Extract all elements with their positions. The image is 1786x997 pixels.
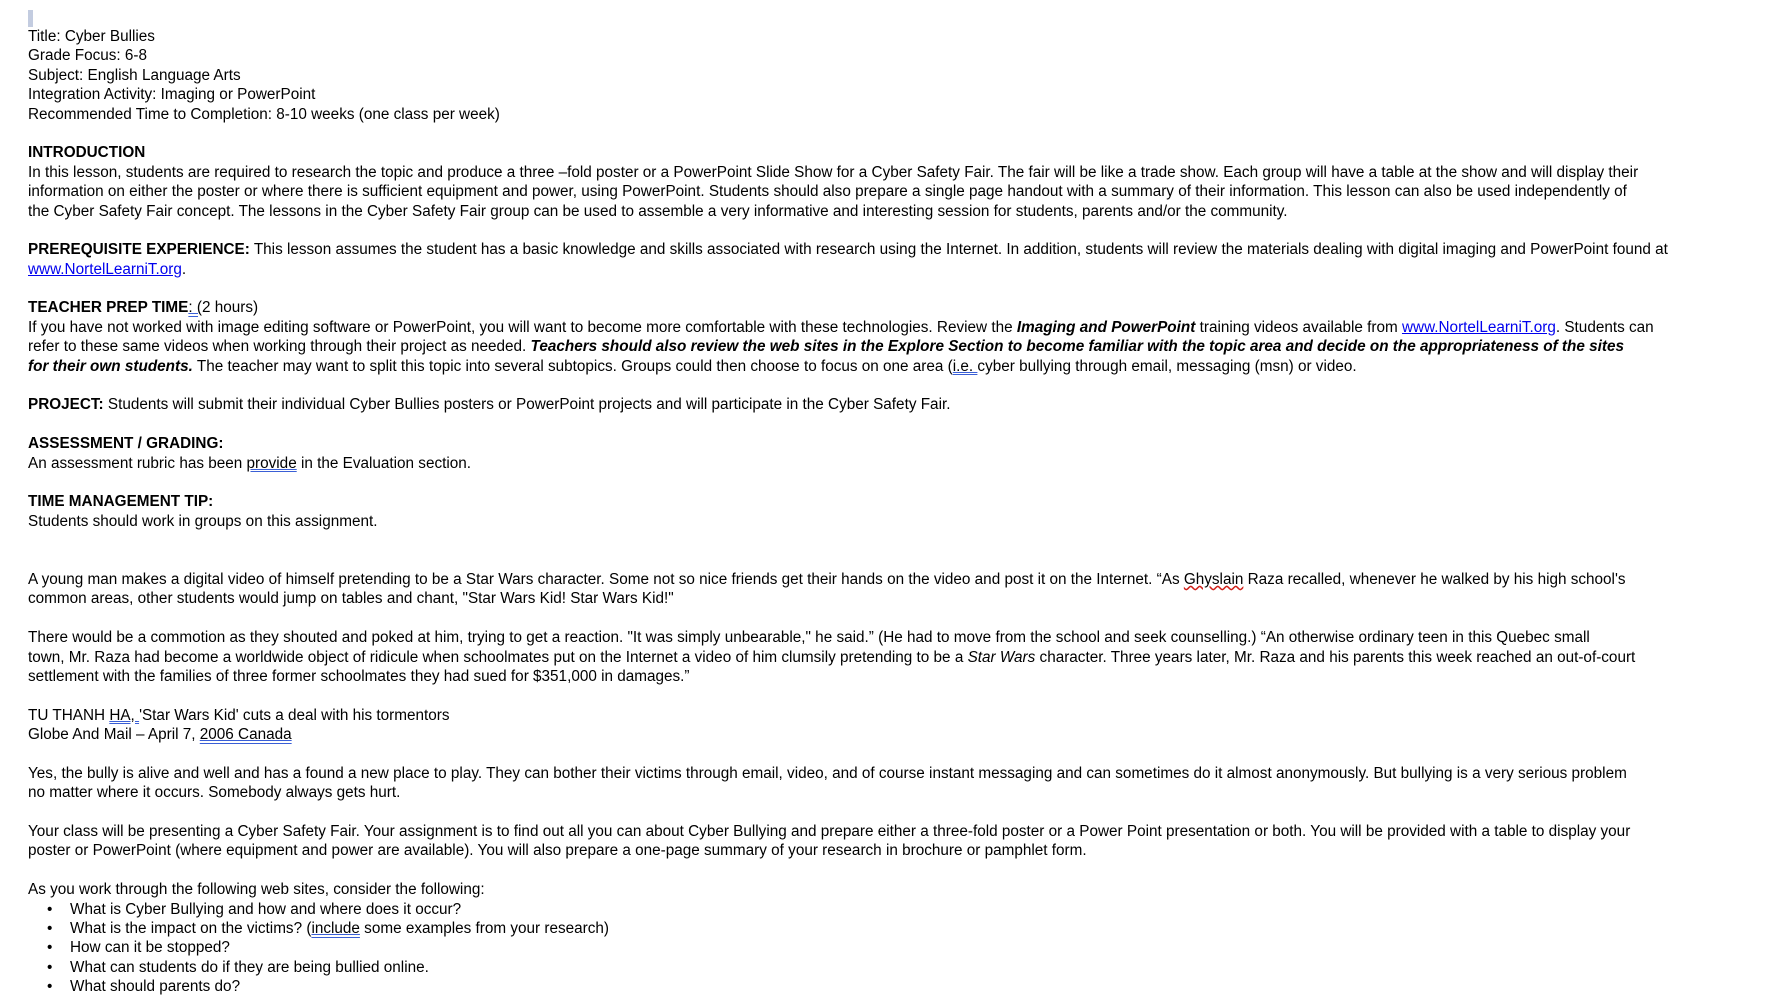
- paragraph: [28, 880, 1668, 899]
- text-run: cyber bullying through email, messaging (msn) or video.: [977, 357, 1357, 375]
- grammar-flagged-text: : (: [188, 299, 202, 317]
- text-run: What is Cyber Bullying and how and where does it occur?: [70, 900, 462, 918]
- text-line: [28, 318, 1668, 337]
- text-run: An assessment rubric has been: [28, 454, 247, 472]
- text-line: [28, 822, 1668, 841]
- text-run: settlement with the families of three former schoolmates they had sued for $351,000 in damages.”: [28, 667, 690, 685]
- text-line: [28, 85, 1668, 104]
- text-line: [28, 357, 1668, 376]
- bold-italic-text: Imaging and PowerPoint: [1016, 318, 1196, 336]
- text-run: poster or PowerPoint (where equipment and power are available). You will also prepare a one-page summary of your research in brochure or pamphlet form.: [28, 842, 1087, 860]
- bullet-list: [28, 900, 1668, 997]
- blank-line: [28, 744, 1668, 763]
- paragraph: [28, 492, 1668, 531]
- text-run: Grade Focus: 6-8: [28, 47, 148, 65]
- paragraph: [28, 822, 1668, 861]
- text-line: [28, 143, 1668, 162]
- text-run: Raza recalled, whenever he walked by his high school's: [1243, 570, 1626, 588]
- paragraph: [28, 706, 1668, 745]
- text-run: Recommended Time to Completion: 8-10 weeks (one class per week): [28, 105, 500, 123]
- text-run: As you work through the following web sites, consider the following:: [28, 881, 485, 899]
- bold-text: TEACHER PREP TIME: [28, 299, 189, 317]
- text-line: [28, 492, 1668, 511]
- text-line: [28, 27, 1668, 46]
- text-line: [28, 182, 1668, 201]
- text-cursor: [28, 10, 33, 27]
- bold-text: INTRODUCTION: [28, 144, 146, 162]
- text-run: How can it be stopped?: [70, 939, 230, 957]
- grammar-flagged-text: HA,: [109, 706, 140, 724]
- list-item: [28, 977, 1668, 996]
- paragraph: [28, 240, 1668, 279]
- bullet-icon: •: [47, 978, 53, 996]
- text-run: character. Three years later, Mr. Raza and his parents this week reached an out-of-court: [1035, 648, 1636, 666]
- text-line: [28, 395, 1668, 414]
- text-line: [28, 202, 1668, 221]
- text-run: What can students do if they are being bullied online.: [70, 958, 429, 976]
- blank-line: [28, 686, 1668, 705]
- text-line: [28, 240, 1668, 259]
- text-run: In this lesson, students are required to research the topic and produce a three –fold poster or a PowerPoint Slide Show for a Cyber Safety Fair. The fair will be like a trade show. Each group will have a table at the show and will display their: [28, 163, 1639, 181]
- list-item: [28, 900, 1668, 919]
- italic-text: Star Wars: [967, 648, 1036, 666]
- misspelled-word: Ghyslain: [1183, 570, 1244, 588]
- paragraph: [28, 570, 1668, 609]
- text-run: Subject: English Language Arts: [28, 66, 241, 84]
- text-line: [28, 163, 1668, 182]
- bold-italic-text: Teachers should also review the web sites in the Explore Section to become familiar with the topic area and decide on the appropriateness of the sites: [530, 338, 1624, 356]
- text-run: Students will submit their individual Cyber Bullies posters or PowerPoint projects and will participate in the Cyber Safety Fair.: [103, 396, 951, 414]
- text-run: The teacher may want to split this topic into several subtopics. Groups could then choose to focus on one area (: [192, 357, 953, 375]
- text-line: [28, 46, 1668, 65]
- bullet-icon: •: [47, 939, 53, 957]
- text-run: town, Mr. Raza had become a worldwide object of ridicule when schoolmates put on the Internet a video of him clumsily pretending to be a: [28, 648, 968, 666]
- paragraph: [28, 628, 1668, 686]
- text-run: common areas, other students would jump on tables and chant, "Star Wars Kid! Star Wars Kid!": [28, 590, 674, 608]
- text-run: Yes, the bully is alive and well and has a found a new place to play. They can bother their victims through email, video, and of course instant messaging and can sometimes do it almost anonymously. But bullying is a very serious problem: [28, 764, 1627, 782]
- blank-line: [28, 473, 1668, 492]
- bold-text: PREREQUISITE EXPERIENCE:: [28, 241, 250, 259]
- document-body[interactable]: [28, 27, 1668, 997]
- bold-text: TIME MANAGEMENT TIP:: [28, 493, 214, 511]
- text-line: [28, 880, 1668, 899]
- blank-line: [28, 609, 1668, 628]
- paragraph: [28, 143, 1668, 221]
- paragraph: [28, 395, 1668, 414]
- text-run: information on either the poster or where there is sufficient equipment and power, using PowerPoint. Students should also prepare a single page handout with a summary of their information. This lesson can also be used independently of: [28, 183, 1627, 201]
- list-item: [28, 919, 1668, 938]
- text-run: Title: Cyber Bullies: [28, 28, 155, 45]
- hyperlink[interactable]: www.NortelLearniT.org: [1401, 318, 1556, 336]
- bold-italic-text: for their own students.: [28, 357, 193, 375]
- text-run: There would be a commotion as they shouted and poked at him, trying to get a reaction. "It was simply unbearable," he said.” (He had to move from the school and seek counselling.) “An otherwise ordinary teen in this Quebec small: [28, 629, 1590, 647]
- blank-line: [28, 861, 1668, 880]
- text-run: training videos available from: [1195, 318, 1402, 336]
- list-item: [28, 938, 1668, 957]
- grammar-flagged-text: i.e.: [952, 357, 978, 375]
- text-line: [28, 628, 1668, 647]
- text-run: no matter where it occurs. Somebody always gets hurt.: [28, 784, 401, 802]
- text-run: the Cyber Safety Fair concept. The lessons in the Cyber Safety Fair group can be used to assemble a very informative and interesting session for students, parents and/or the community.: [28, 202, 1288, 220]
- bullet-icon: •: [47, 958, 53, 976]
- text-run: Your class will be presenting a Cyber Safety Fair. Your assignment is to find out all you can about Cyber Bullying and prepare either a three-fold poster or a Power Point presentation or both. You will be provided with a table to display your: [28, 823, 1631, 841]
- text-line: [28, 648, 1668, 667]
- blank-line: [28, 531, 1668, 570]
- bullet-icon: •: [47, 919, 53, 937]
- text-run: .: [181, 260, 187, 278]
- text-run: A young man makes a digital video of himself pretending to be a Star Wars character. Some not so nice friends get their hands on the video and post it on the Internet. “As: [28, 570, 1184, 588]
- grammar-flagged-text: 2006 Canada: [199, 726, 292, 744]
- text-run: What is the impact on the victims? (: [70, 919, 312, 937]
- text-line: [28, 298, 1668, 317]
- text-line: [28, 434, 1668, 453]
- text-run: Integration Activity: Imaging or PowerPoint: [28, 86, 316, 104]
- blank-line: [28, 221, 1668, 240]
- text-line: [28, 570, 1668, 589]
- text-line: [28, 725, 1668, 744]
- text-line: [28, 764, 1668, 783]
- hyperlink[interactable]: www.NortelLearniT.org: [28, 260, 182, 278]
- text-line: [28, 105, 1668, 124]
- text-run: . Students can: [1555, 318, 1654, 336]
- text-run: refer to these same videos when working through their project as needed.: [28, 338, 531, 356]
- text-run: What should parents do?: [70, 978, 241, 996]
- text-line: [28, 512, 1668, 531]
- text-run: Students should work in groups on this assignment.: [28, 512, 378, 530]
- paragraph: [28, 298, 1668, 376]
- text-line: [28, 667, 1668, 686]
- grammar-flagged-text: include: [311, 919, 360, 937]
- text-line: [28, 66, 1668, 85]
- text-line: [28, 454, 1668, 473]
- blank-line: [28, 376, 1668, 395]
- paragraph: [28, 27, 1668, 124]
- blank-line: [28, 415, 1668, 434]
- text-run: in the Evaluation section.: [296, 454, 472, 472]
- text-run: 'Star Wars Kid' cuts a deal with his tormentors: [139, 706, 450, 724]
- grammar-flagged-text: provide: [246, 454, 297, 472]
- text-run: This lesson assumes the student has a basic knowledge and skills associated with research using the Internet. In addition, students will review the materials dealing with digital imaging and PowerPoint found at: [249, 241, 1668, 259]
- text-run: 2 hours): [201, 299, 259, 317]
- text-line: [28, 589, 1668, 608]
- text-run: Globe And Mail – April 7,: [28, 726, 200, 744]
- text-line: [28, 706, 1668, 725]
- text-line: [28, 841, 1668, 860]
- bullet-icon: •: [47, 900, 53, 918]
- blank-line: [28, 279, 1668, 298]
- text-run: TU THANH: [28, 706, 110, 724]
- blank-line: [28, 803, 1668, 822]
- text-line: [28, 260, 1668, 279]
- text-line: [28, 783, 1668, 802]
- paragraph: [28, 764, 1668, 803]
- bold-text: ASSESSMENT / GRADING:: [28, 435, 224, 453]
- list-item: [28, 958, 1668, 977]
- bold-text: PROJECT:: [28, 396, 104, 414]
- text-run: some examples from your research): [359, 919, 610, 937]
- text-run: If you have not worked with image editing software or PowerPoint, you will want to become more comfortable with these technologies. Review the: [28, 318, 1017, 336]
- blank-line: [28, 124, 1668, 143]
- paragraph: [28, 434, 1668, 473]
- text-line: [28, 337, 1668, 356]
